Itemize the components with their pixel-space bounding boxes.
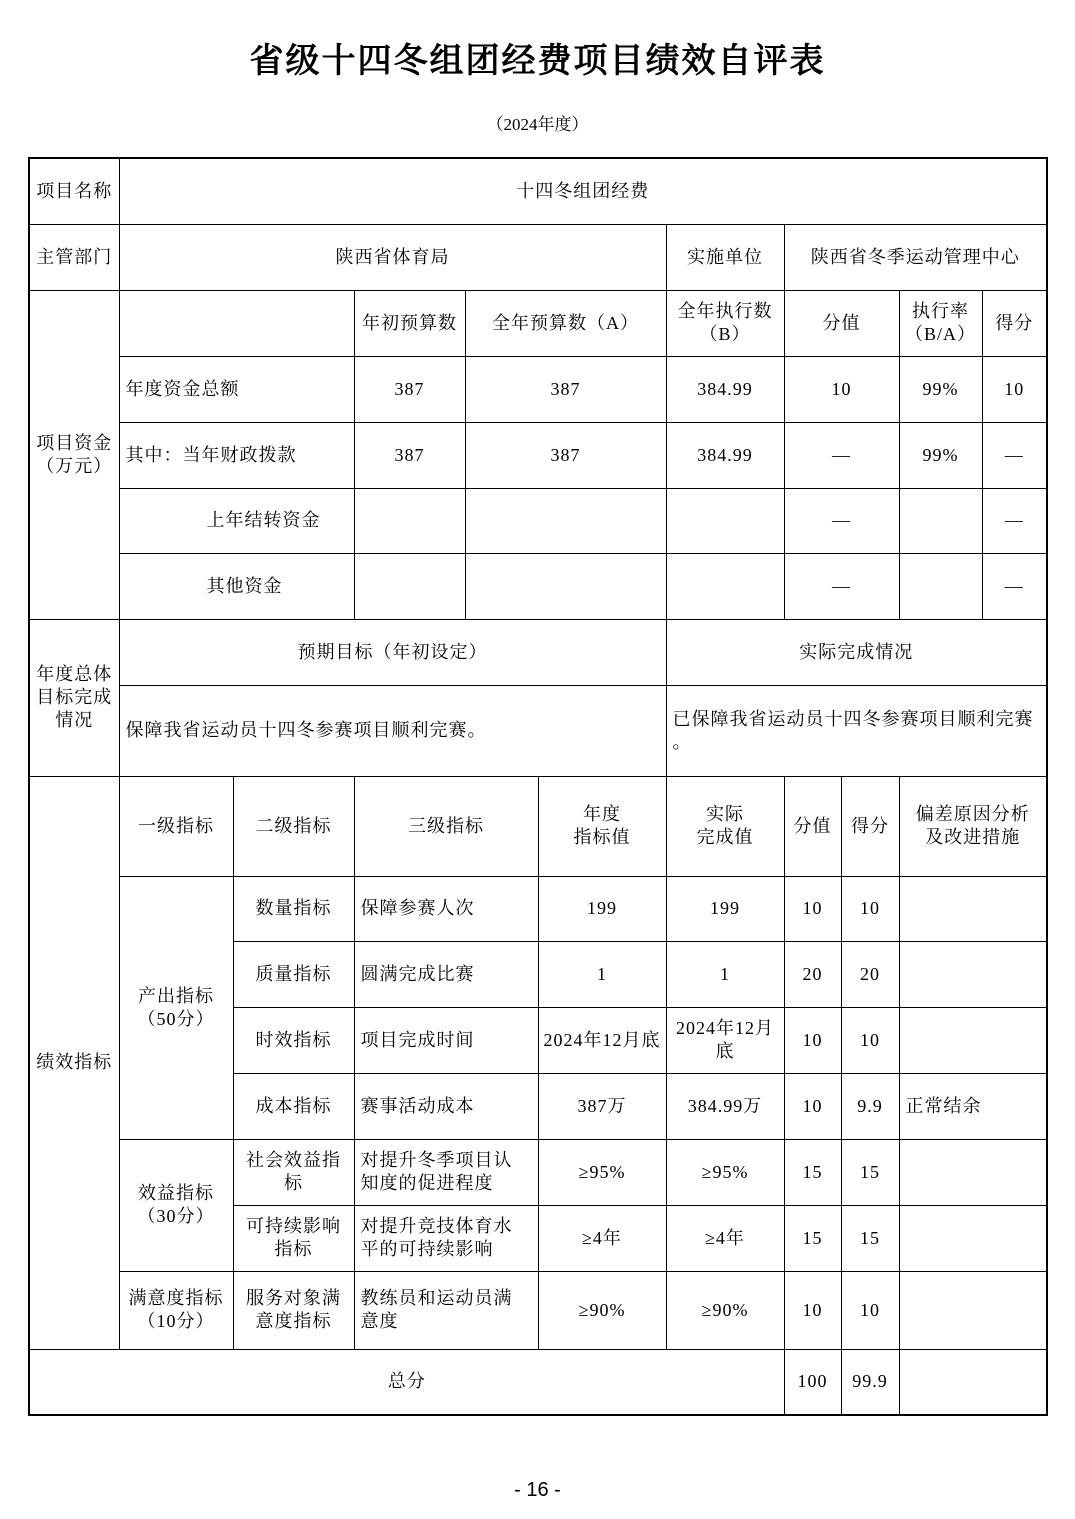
performance-header-level2: 二级指标	[233, 776, 354, 876]
project-name-value: 十四冬组团经费	[119, 158, 1047, 224]
deviation-note	[899, 1007, 1047, 1073]
form-title: 省级十四冬组团经费项目绩效自评表	[249, 43, 826, 80]
goals-section-label: 年度总体目标完成情况	[29, 619, 119, 776]
level3-indicator: 对提升冬季项目认知度的促进程度	[354, 1139, 538, 1205]
funds-row-label: 其中：当年财政拨款	[119, 422, 354, 488]
funds-score: —	[982, 553, 1047, 619]
level2-indicator: 成本指标	[233, 1073, 354, 1139]
weight-value: 10	[784, 1007, 841, 1073]
actual-value: 384.99万	[666, 1073, 784, 1139]
deviation-note	[899, 1271, 1047, 1349]
funds-row	[29, 553, 1047, 619]
score-value: 15	[841, 1139, 899, 1205]
performance-header-deviation	[899, 776, 1047, 876]
level2-indicator: 社会效益指标	[233, 1139, 354, 1205]
weight-value: 10	[784, 1073, 841, 1139]
level2-indicator: 服务对象满意度指标	[233, 1271, 354, 1349]
level3-indicator: 保障参赛人次	[354, 876, 538, 941]
score-value: 9.9	[841, 1073, 899, 1139]
total-label: 总分	[29, 1349, 784, 1415]
page-number: - 16 -	[514, 1479, 561, 1501]
funds-initial-budget: 387	[354, 422, 465, 488]
actual-value: 1	[666, 941, 784, 1007]
funds-initial-budget: 387	[354, 356, 465, 422]
performance-section-label: 绩效指标	[29, 776, 119, 1349]
target-value: 1	[538, 941, 666, 1007]
performance-header-row	[29, 776, 1047, 876]
level3-indicator: 教练员和运动员满意度	[354, 1271, 538, 1349]
score-value: 20	[841, 941, 899, 1007]
total-weight: 100	[784, 1349, 841, 1415]
goals-expected-header: 预期目标（年初设定）	[119, 619, 666, 685]
funds-annual-executed: 384.99	[666, 356, 784, 422]
target-value: ≥90%	[538, 1271, 666, 1349]
form-year: （2024年度）	[486, 115, 589, 134]
header-line: 指标值	[573, 827, 631, 847]
funds-score: —	[982, 422, 1047, 488]
performance-header-actual	[666, 776, 784, 876]
goals-header-row	[29, 619, 1047, 685]
funds-annual-executed	[666, 488, 784, 553]
target-value: ≥4年	[538, 1205, 666, 1271]
funds-header-row	[29, 290, 1047, 356]
level2-indicator: 数量指标	[233, 876, 354, 941]
funds-execution-rate: 99%	[899, 356, 982, 422]
score-value: 10	[841, 876, 899, 941]
level2-indicator: 可持续影响指标	[233, 1205, 354, 1271]
department-label: 主管部门	[29, 224, 119, 290]
funds-header-initial-budget: 年初预算数	[354, 290, 465, 356]
funds-header-blank	[119, 290, 354, 356]
actual-value: 199	[666, 876, 784, 941]
goals-actual-text: 已保障我省运动员十四冬参赛项目顺利完赛。	[666, 685, 1047, 776]
deviation-note	[899, 1139, 1047, 1205]
header-line: 偏差原因分析	[915, 804, 1030, 824]
performance-header-score: 得分	[841, 776, 899, 876]
funds-annual-budget	[465, 488, 666, 553]
goals-expected-text: 保障我省运动员十四冬参赛项目顺利完赛。	[119, 685, 666, 776]
level3-indicator: 圆满完成比赛	[354, 941, 538, 1007]
project-name-row	[29, 158, 1047, 224]
department-row	[29, 224, 1047, 290]
funds-header-score: 得分	[982, 290, 1047, 356]
funds-execution-rate	[899, 488, 982, 553]
funds-score: 10	[982, 356, 1047, 422]
funds-annual-executed: 384.99	[666, 422, 784, 488]
funds-header-annual-budget: 全年预算数（A）	[465, 290, 666, 356]
funds-execution-rate: 99%	[899, 422, 982, 488]
header-line: 年度	[583, 804, 621, 824]
performance-header-level1: 一级指标	[119, 776, 233, 876]
header-line: 及改进措施	[925, 827, 1021, 847]
level3-indicator: 赛事活动成本	[354, 1073, 538, 1139]
header-line: 实际	[706, 804, 744, 824]
performance-row	[29, 1139, 1047, 1205]
funds-weight: 10	[784, 356, 899, 422]
score-value: 10	[841, 1007, 899, 1073]
target-value: 2024年12月底	[538, 1007, 666, 1073]
weight-value: 10	[784, 876, 841, 941]
actual-value: 2024年12月底	[666, 1007, 784, 1073]
implementer-label: 实施单位	[666, 224, 784, 290]
funds-header-annual-executed: 全年执行数（B）	[666, 290, 784, 356]
performance-row	[29, 1271, 1047, 1349]
evaluation-table	[28, 157, 1048, 1416]
performance-group-output: 产出指标（50分）	[119, 876, 233, 1139]
funds-row	[29, 356, 1047, 422]
total-score: 99.9	[841, 1349, 899, 1415]
weight-value: 15	[784, 1205, 841, 1271]
funds-row-label: 年度资金总额	[119, 356, 354, 422]
actual-value: ≥4年	[666, 1205, 784, 1271]
performance-header-target	[538, 776, 666, 876]
performance-row	[29, 876, 1047, 941]
performance-group-satisfaction: 满意度指标（10分）	[119, 1271, 233, 1349]
performance-group-benefit: 效益指标（30分）	[119, 1139, 233, 1271]
level2-indicator: 时效指标	[233, 1007, 354, 1073]
funds-weight: —	[784, 422, 899, 488]
funds-score: —	[982, 488, 1047, 553]
actual-value: ≥95%	[666, 1139, 784, 1205]
target-value: ≥95%	[538, 1139, 666, 1205]
funds-section-label: 项目资金（万元）	[29, 290, 119, 619]
funds-annual-budget	[465, 553, 666, 619]
target-value: 387万	[538, 1073, 666, 1139]
goals-actual-header: 实际完成情况	[666, 619, 1047, 685]
funds-initial-budget	[354, 488, 465, 553]
funds-annual-budget: 387	[465, 356, 666, 422]
level2-indicator: 质量指标	[233, 941, 354, 1007]
funds-weight: —	[784, 553, 899, 619]
score-value: 15	[841, 1205, 899, 1271]
total-note	[899, 1349, 1047, 1415]
funds-row	[29, 488, 1047, 553]
project-name-label: 项目名称	[29, 158, 119, 224]
level3-indicator: 项目完成时间	[354, 1007, 538, 1073]
funds-row-label: 上年结转资金	[119, 488, 354, 553]
deviation-note	[899, 941, 1047, 1007]
weight-value: 10	[784, 1271, 841, 1349]
funds-header-execution-rate: 执行率（B/A）	[899, 290, 982, 356]
funds-initial-budget	[354, 553, 465, 619]
department-value: 陕西省体育局	[119, 224, 666, 290]
target-value: 199	[538, 876, 666, 941]
funds-annual-budget: 387	[465, 422, 666, 488]
performance-header-level3: 三级指标	[354, 776, 538, 876]
goals-content-row	[29, 685, 1047, 776]
weight-value: 20	[784, 941, 841, 1007]
score-value: 10	[841, 1271, 899, 1349]
deviation-note	[899, 1205, 1047, 1271]
performance-header-weight: 分值	[784, 776, 841, 876]
deviation-note	[899, 876, 1047, 941]
funds-annual-executed	[666, 553, 784, 619]
funds-execution-rate	[899, 553, 982, 619]
funds-header-weight: 分值	[784, 290, 899, 356]
header-line: 完成值	[696, 827, 754, 847]
total-row	[29, 1349, 1047, 1415]
weight-value: 15	[784, 1139, 841, 1205]
funds-weight: —	[784, 488, 899, 553]
implementer-value: 陕西省冬季运动管理中心	[784, 224, 1047, 290]
actual-value: ≥90%	[666, 1271, 784, 1349]
level3-indicator: 对提升竞技体育水平的可持续影响	[354, 1205, 538, 1271]
funds-row-label: 其他资金	[119, 553, 354, 619]
funds-row	[29, 422, 1047, 488]
deviation-note: 正常结余	[899, 1073, 1047, 1139]
